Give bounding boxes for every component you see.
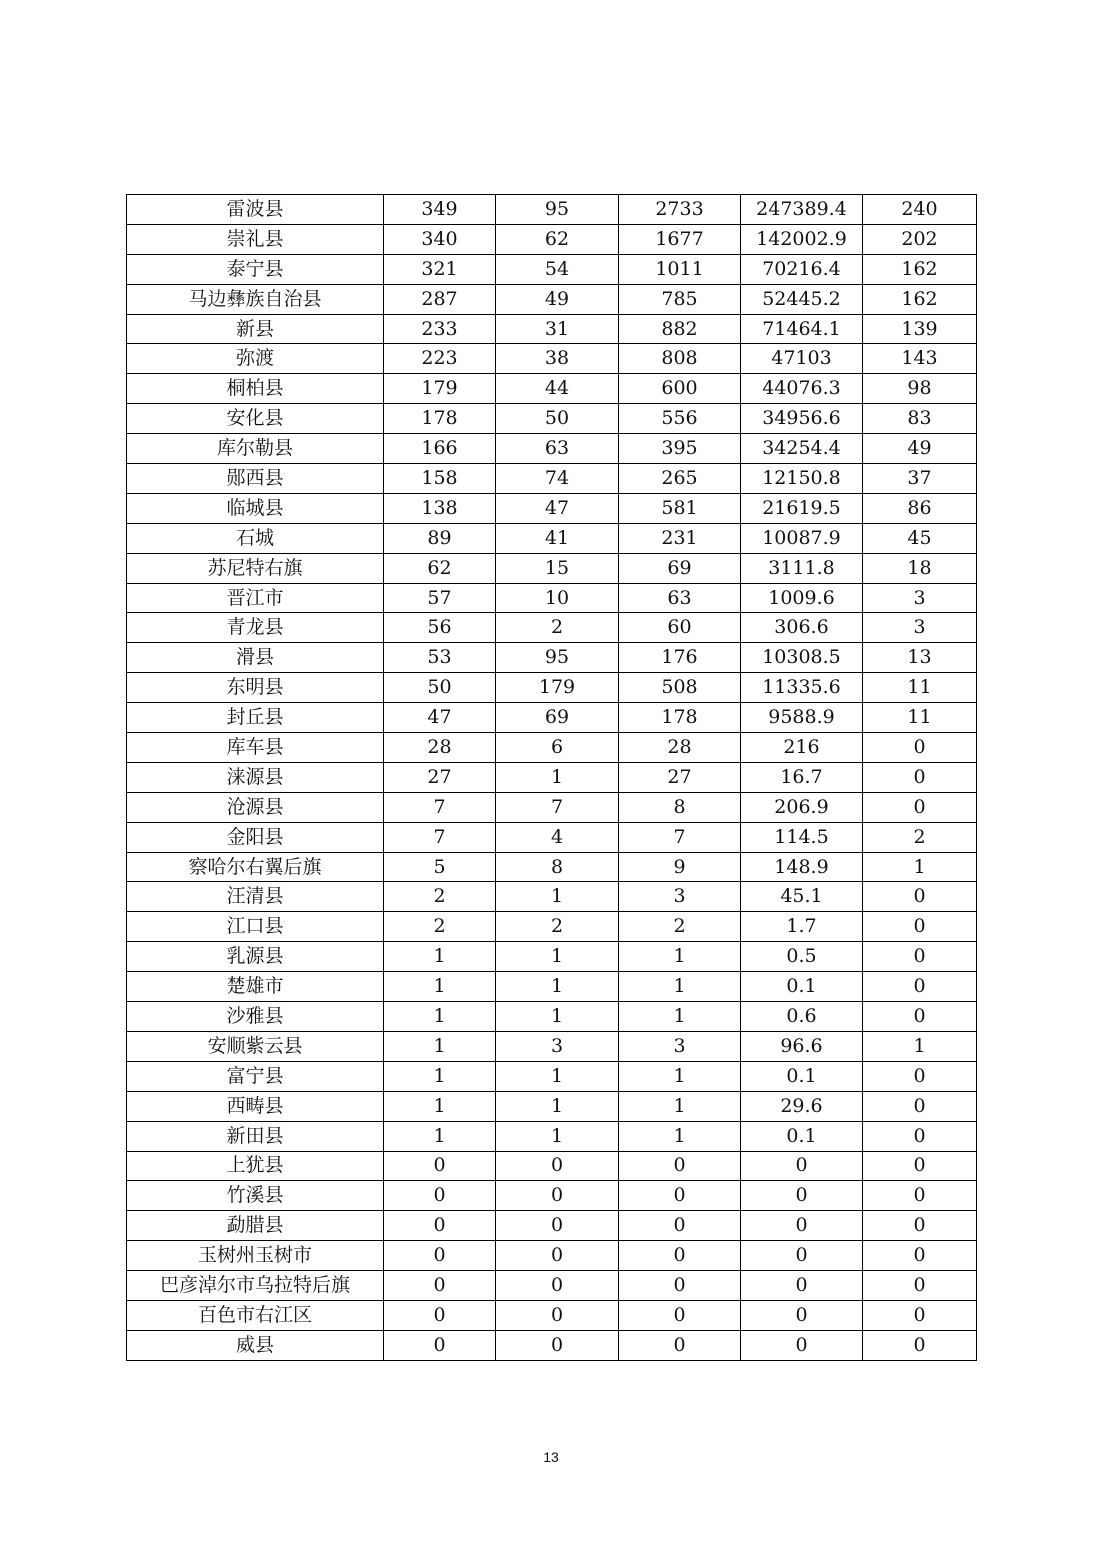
county-name-cell: 晋江市 xyxy=(127,583,384,613)
table-row xyxy=(127,912,977,942)
value-cell-5: 3 xyxy=(863,583,977,613)
value-cell-5: 83 xyxy=(863,404,977,434)
value-cell-2: 0 xyxy=(496,1211,619,1241)
value-cell-5: 162 xyxy=(863,254,977,284)
value-cell-2: 15 xyxy=(496,553,619,583)
value-cell-2: 0 xyxy=(496,1271,619,1301)
value-cell-5: 0 xyxy=(863,1211,977,1241)
table-row xyxy=(127,254,977,284)
value-cell-5: 0 xyxy=(863,1002,977,1032)
value-cell-4: 44076.3 xyxy=(741,374,863,404)
value-cell-4: 0 xyxy=(741,1241,863,1271)
value-cell-5: 0 xyxy=(863,1061,977,1091)
value-cell-1: 27 xyxy=(384,762,496,792)
county-name-cell: 库车县 xyxy=(127,733,384,763)
table-row xyxy=(127,1121,977,1151)
county-name-cell: 富宁县 xyxy=(127,1061,384,1091)
value-cell-1: 28 xyxy=(384,733,496,763)
table-body xyxy=(127,195,977,1361)
county-statistics-table xyxy=(126,194,977,1361)
value-cell-4: 96.6 xyxy=(741,1031,863,1061)
value-cell-3: 9 xyxy=(619,852,741,882)
value-cell-2: 0 xyxy=(496,1330,619,1360)
value-cell-1: 158 xyxy=(384,464,496,494)
value-cell-5: 18 xyxy=(863,553,977,583)
value-cell-4: 16.7 xyxy=(741,762,863,792)
value-cell-2: 47 xyxy=(496,493,619,523)
county-name-cell: 巴彦淖尔市乌拉特后旗 xyxy=(127,1271,384,1301)
table-row xyxy=(127,1181,977,1211)
value-cell-3: 882 xyxy=(619,314,741,344)
value-cell-3: 1677 xyxy=(619,224,741,254)
table-row xyxy=(127,1271,977,1301)
value-cell-1: 138 xyxy=(384,493,496,523)
table-row xyxy=(127,404,977,434)
value-cell-3: 8 xyxy=(619,792,741,822)
county-name-cell: 楚雄市 xyxy=(127,972,384,1002)
value-cell-5: 45 xyxy=(863,523,977,553)
table-row xyxy=(127,224,977,254)
value-cell-5: 3 xyxy=(863,613,977,643)
value-cell-4: 142002.9 xyxy=(741,224,863,254)
value-cell-2: 74 xyxy=(496,464,619,494)
county-name-cell: 桐柏县 xyxy=(127,374,384,404)
value-cell-5: 162 xyxy=(863,284,977,314)
value-cell-1: 7 xyxy=(384,822,496,852)
value-cell-1: 0 xyxy=(384,1330,496,1360)
value-cell-4: 52445.2 xyxy=(741,284,863,314)
value-cell-3: 63 xyxy=(619,583,741,613)
value-cell-3: 1 xyxy=(619,1091,741,1121)
value-cell-5: 0 xyxy=(863,942,977,972)
county-name-cell: 马边彝族自治县 xyxy=(127,284,384,314)
table-row xyxy=(127,1241,977,1271)
value-cell-2: 0 xyxy=(496,1300,619,1330)
value-cell-2: 1 xyxy=(496,1061,619,1091)
county-name-cell: 苏尼特右旗 xyxy=(127,553,384,583)
table-row xyxy=(127,1002,977,1032)
value-cell-3: 1 xyxy=(619,1002,741,1032)
table-row xyxy=(127,464,977,494)
value-cell-4: 148.9 xyxy=(741,852,863,882)
value-cell-5: 0 xyxy=(863,1091,977,1121)
value-cell-3: 1 xyxy=(619,1061,741,1091)
value-cell-1: 1 xyxy=(384,1061,496,1091)
table-row xyxy=(127,284,977,314)
value-cell-1: 0 xyxy=(384,1241,496,1271)
value-cell-2: 54 xyxy=(496,254,619,284)
value-cell-2: 1 xyxy=(496,1002,619,1032)
table-row xyxy=(127,972,977,1002)
table-row xyxy=(127,553,977,583)
value-cell-1: 56 xyxy=(384,613,496,643)
value-cell-4: 71464.1 xyxy=(741,314,863,344)
value-cell-4: 0.5 xyxy=(741,942,863,972)
value-cell-4: 0 xyxy=(741,1151,863,1181)
value-cell-3: 0 xyxy=(619,1181,741,1211)
table-row xyxy=(127,374,977,404)
value-cell-4: 10308.5 xyxy=(741,643,863,673)
value-cell-3: 785 xyxy=(619,284,741,314)
value-cell-5: 13 xyxy=(863,643,977,673)
value-cell-4: 70216.4 xyxy=(741,254,863,284)
value-cell-3: 1 xyxy=(619,942,741,972)
value-cell-3: 69 xyxy=(619,553,741,583)
value-cell-2: 95 xyxy=(496,643,619,673)
county-name-cell: 玉树州玉树市 xyxy=(127,1241,384,1271)
value-cell-5: 11 xyxy=(863,673,977,703)
county-name-cell: 郧西县 xyxy=(127,464,384,494)
table-row xyxy=(127,344,977,374)
value-cell-2: 6 xyxy=(496,733,619,763)
value-cell-2: 10 xyxy=(496,583,619,613)
value-cell-5: 143 xyxy=(863,344,977,374)
value-cell-1: 62 xyxy=(384,553,496,583)
value-cell-1: 349 xyxy=(384,195,496,225)
county-name-cell: 竹溪县 xyxy=(127,1181,384,1211)
value-cell-4: 29.6 xyxy=(741,1091,863,1121)
value-cell-1: 89 xyxy=(384,523,496,553)
county-name-cell: 涞源县 xyxy=(127,762,384,792)
county-name-cell: 勐腊县 xyxy=(127,1211,384,1241)
value-cell-4: 0 xyxy=(741,1181,863,1211)
value-cell-1: 0 xyxy=(384,1151,496,1181)
value-cell-3: 0 xyxy=(619,1211,741,1241)
value-cell-1: 178 xyxy=(384,404,496,434)
value-cell-4: 45.1 xyxy=(741,882,863,912)
county-name-cell: 封丘县 xyxy=(127,703,384,733)
value-cell-2: 69 xyxy=(496,703,619,733)
value-cell-3: 556 xyxy=(619,404,741,434)
county-name-cell: 沙雅县 xyxy=(127,1002,384,1032)
county-name-cell: 安化县 xyxy=(127,404,384,434)
value-cell-1: 233 xyxy=(384,314,496,344)
value-cell-2: 63 xyxy=(496,434,619,464)
value-cell-1: 2 xyxy=(384,912,496,942)
value-cell-4: 12150.8 xyxy=(741,464,863,494)
value-cell-4: 1.7 xyxy=(741,912,863,942)
value-cell-3: 0 xyxy=(619,1271,741,1301)
value-cell-5: 0 xyxy=(863,762,977,792)
value-cell-4: 0.1 xyxy=(741,1121,863,1151)
table-row xyxy=(127,703,977,733)
table-row xyxy=(127,523,977,553)
value-cell-5: 0 xyxy=(863,792,977,822)
value-cell-5: 0 xyxy=(863,1121,977,1151)
value-cell-2: 1 xyxy=(496,1091,619,1121)
value-cell-3: 808 xyxy=(619,344,741,374)
table-row xyxy=(127,882,977,912)
value-cell-1: 50 xyxy=(384,673,496,703)
value-cell-3: 2 xyxy=(619,912,741,942)
value-cell-1: 53 xyxy=(384,643,496,673)
county-name-cell: 百色市右江区 xyxy=(127,1300,384,1330)
value-cell-2: 0 xyxy=(496,1181,619,1211)
table-row xyxy=(127,643,977,673)
value-cell-4: 0 xyxy=(741,1211,863,1241)
value-cell-3: 231 xyxy=(619,523,741,553)
county-name-cell: 察哈尔右翼后旗 xyxy=(127,852,384,882)
value-cell-4: 34956.6 xyxy=(741,404,863,434)
value-cell-1: 166 xyxy=(384,434,496,464)
value-cell-2: 38 xyxy=(496,344,619,374)
table-row xyxy=(127,1031,977,1061)
value-cell-3: 1 xyxy=(619,972,741,1002)
value-cell-2: 62 xyxy=(496,224,619,254)
county-name-cell: 东明县 xyxy=(127,673,384,703)
value-cell-4: 206.9 xyxy=(741,792,863,822)
county-name-cell: 弥渡 xyxy=(127,344,384,374)
value-cell-5: 98 xyxy=(863,374,977,404)
table-row xyxy=(127,583,977,613)
value-cell-4: 0 xyxy=(741,1300,863,1330)
county-name-cell: 崇礼县 xyxy=(127,224,384,254)
value-cell-4: 0 xyxy=(741,1330,863,1360)
value-cell-5: 0 xyxy=(863,1181,977,1211)
table-row xyxy=(127,195,977,225)
county-name-cell: 新田县 xyxy=(127,1121,384,1151)
value-cell-5: 0 xyxy=(863,972,977,1002)
value-cell-4: 21619.5 xyxy=(741,493,863,523)
value-cell-5: 0 xyxy=(863,1271,977,1301)
value-cell-2: 1 xyxy=(496,972,619,1002)
county-name-cell: 西畴县 xyxy=(127,1091,384,1121)
value-cell-4: 11335.6 xyxy=(741,673,863,703)
county-name-cell: 雷波县 xyxy=(127,195,384,225)
value-cell-5: 139 xyxy=(863,314,977,344)
value-cell-3: 176 xyxy=(619,643,741,673)
value-cell-2: 1 xyxy=(496,942,619,972)
value-cell-3: 3 xyxy=(619,882,741,912)
table-row xyxy=(127,822,977,852)
table-row xyxy=(127,314,977,344)
county-name-cell: 石城 xyxy=(127,523,384,553)
value-cell-2: 2 xyxy=(496,912,619,942)
county-name-cell: 安顺紫云县 xyxy=(127,1031,384,1061)
value-cell-5: 202 xyxy=(863,224,977,254)
value-cell-2: 49 xyxy=(496,284,619,314)
value-cell-4: 3111.8 xyxy=(741,553,863,583)
value-cell-3: 178 xyxy=(619,703,741,733)
value-cell-2: 3 xyxy=(496,1031,619,1061)
county-name-cell: 库尔勒县 xyxy=(127,434,384,464)
value-cell-3: 0 xyxy=(619,1300,741,1330)
value-cell-1: 1 xyxy=(384,1121,496,1151)
county-name-cell: 汪清县 xyxy=(127,882,384,912)
table-row xyxy=(127,493,977,523)
county-name-cell: 金阳县 xyxy=(127,822,384,852)
value-cell-4: 216 xyxy=(741,733,863,763)
table-row xyxy=(127,1091,977,1121)
value-cell-2: 0 xyxy=(496,1151,619,1181)
value-cell-2: 41 xyxy=(496,523,619,553)
value-cell-1: 1 xyxy=(384,972,496,1002)
value-cell-5: 86 xyxy=(863,493,977,523)
value-cell-5: 49 xyxy=(863,434,977,464)
value-cell-3: 3 xyxy=(619,1031,741,1061)
value-cell-4: 9588.9 xyxy=(741,703,863,733)
table-row xyxy=(127,1300,977,1330)
value-cell-4: 34254.4 xyxy=(741,434,863,464)
table-row xyxy=(127,1061,977,1091)
value-cell-2: 8 xyxy=(496,852,619,882)
county-name-cell: 威县 xyxy=(127,1330,384,1360)
county-name-cell: 新县 xyxy=(127,314,384,344)
value-cell-3: 1 xyxy=(619,1121,741,1151)
value-cell-1: 340 xyxy=(384,224,496,254)
table-row xyxy=(127,1330,977,1360)
value-cell-5: 37 xyxy=(863,464,977,494)
value-cell-2: 179 xyxy=(496,673,619,703)
value-cell-2: 0 xyxy=(496,1241,619,1271)
county-name-cell: 青龙县 xyxy=(127,613,384,643)
table-row xyxy=(127,942,977,972)
value-cell-1: 179 xyxy=(384,374,496,404)
value-cell-2: 1 xyxy=(496,1121,619,1151)
value-cell-4: 306.6 xyxy=(741,613,863,643)
value-cell-3: 0 xyxy=(619,1151,741,1181)
value-cell-4: 114.5 xyxy=(741,822,863,852)
value-cell-1: 2 xyxy=(384,882,496,912)
value-cell-5: 1 xyxy=(863,852,977,882)
value-cell-3: 581 xyxy=(619,493,741,523)
value-cell-4: 0.6 xyxy=(741,1002,863,1032)
value-cell-1: 0 xyxy=(384,1181,496,1211)
value-cell-5: 0 xyxy=(863,882,977,912)
value-cell-3: 600 xyxy=(619,374,741,404)
value-cell-2: 7 xyxy=(496,792,619,822)
value-cell-2: 44 xyxy=(496,374,619,404)
value-cell-1: 0 xyxy=(384,1211,496,1241)
value-cell-5: 0 xyxy=(863,912,977,942)
page-number: 13 xyxy=(543,1449,559,1465)
value-cell-4: 10087.9 xyxy=(741,523,863,553)
value-cell-1: 57 xyxy=(384,583,496,613)
value-cell-1: 5 xyxy=(384,852,496,882)
county-name-cell: 江口县 xyxy=(127,912,384,942)
value-cell-1: 47 xyxy=(384,703,496,733)
value-cell-2: 2 xyxy=(496,613,619,643)
value-cell-1: 7 xyxy=(384,792,496,822)
table-row xyxy=(127,733,977,763)
value-cell-3: 27 xyxy=(619,762,741,792)
value-cell-2: 31 xyxy=(496,314,619,344)
value-cell-2: 4 xyxy=(496,822,619,852)
value-cell-3: 60 xyxy=(619,613,741,643)
value-cell-1: 1 xyxy=(384,1002,496,1032)
value-cell-2: 1 xyxy=(496,882,619,912)
county-name-cell: 沧源县 xyxy=(127,792,384,822)
table-row xyxy=(127,792,977,822)
value-cell-1: 1 xyxy=(384,1031,496,1061)
county-name-cell: 乳源县 xyxy=(127,942,384,972)
value-cell-3: 0 xyxy=(619,1330,741,1360)
value-cell-4: 0 xyxy=(741,1271,863,1301)
table-row xyxy=(127,1211,977,1241)
value-cell-3: 0 xyxy=(619,1241,741,1271)
value-cell-5: 0 xyxy=(863,1241,977,1271)
county-name-cell: 临城县 xyxy=(127,493,384,523)
value-cell-4: 1009.6 xyxy=(741,583,863,613)
value-cell-4: 47103 xyxy=(741,344,863,374)
value-cell-2: 1 xyxy=(496,762,619,792)
value-cell-5: 0 xyxy=(863,1151,977,1181)
value-cell-2: 95 xyxy=(496,195,619,225)
value-cell-1: 1 xyxy=(384,1091,496,1121)
table-row xyxy=(127,762,977,792)
value-cell-3: 2733 xyxy=(619,195,741,225)
table-row xyxy=(127,613,977,643)
table-row xyxy=(127,1151,977,1181)
value-cell-1: 223 xyxy=(384,344,496,374)
value-cell-2: 50 xyxy=(496,404,619,434)
value-cell-1: 1 xyxy=(384,942,496,972)
value-cell-4: 0.1 xyxy=(741,1061,863,1091)
county-name-cell: 滑县 xyxy=(127,643,384,673)
value-cell-5: 0 xyxy=(863,1300,977,1330)
value-cell-5: 0 xyxy=(863,1330,977,1360)
value-cell-5: 0 xyxy=(863,733,977,763)
table-row xyxy=(127,852,977,882)
table-row xyxy=(127,434,977,464)
value-cell-3: 265 xyxy=(619,464,741,494)
value-cell-1: 321 xyxy=(384,254,496,284)
value-cell-1: 287 xyxy=(384,284,496,314)
value-cell-1: 0 xyxy=(384,1271,496,1301)
value-cell-5: 2 xyxy=(863,822,977,852)
county-name-cell: 泰宁县 xyxy=(127,254,384,284)
value-cell-1: 0 xyxy=(384,1300,496,1330)
value-cell-5: 11 xyxy=(863,703,977,733)
value-cell-4: 0.1 xyxy=(741,972,863,1002)
value-cell-4: 247389.4 xyxy=(741,195,863,225)
value-cell-3: 395 xyxy=(619,434,741,464)
value-cell-3: 508 xyxy=(619,673,741,703)
table-row xyxy=(127,673,977,703)
value-cell-3: 1011 xyxy=(619,254,741,284)
county-name-cell: 上犹县 xyxy=(127,1151,384,1181)
value-cell-3: 7 xyxy=(619,822,741,852)
value-cell-3: 28 xyxy=(619,733,741,763)
value-cell-5: 1 xyxy=(863,1031,977,1061)
value-cell-5: 240 xyxy=(863,195,977,225)
